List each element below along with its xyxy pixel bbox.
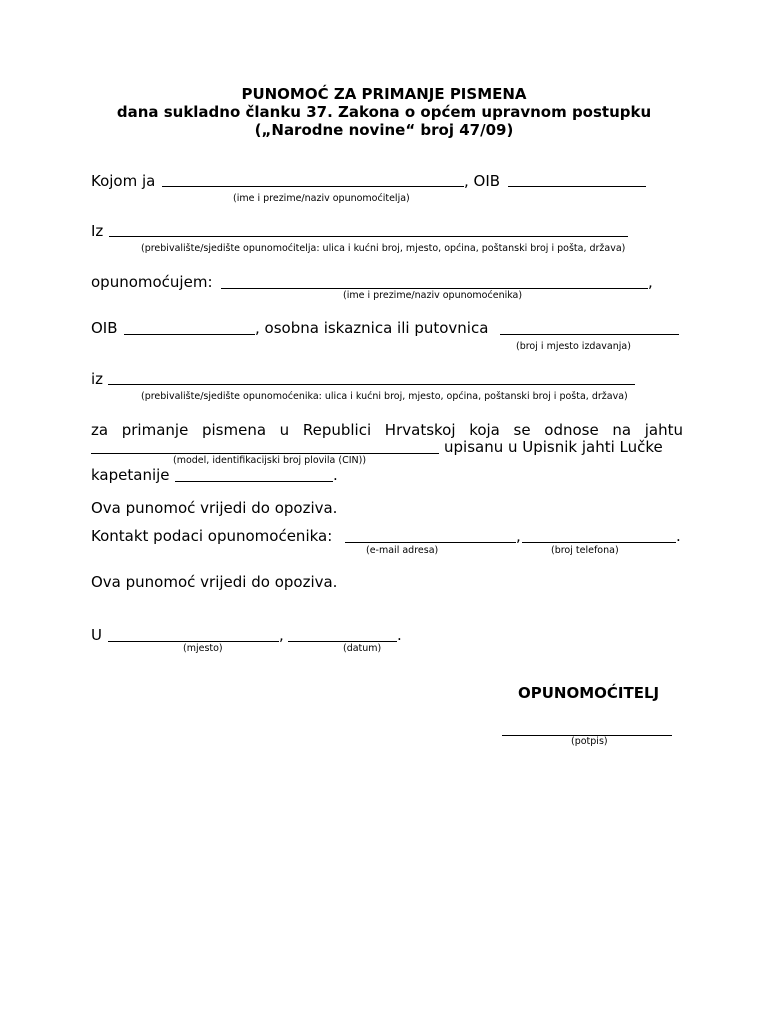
contact-label: Kontakt podaci opunomoćenika: (91, 527, 333, 545)
date-hint: (datum) (343, 643, 382, 654)
place-label: U (91, 626, 102, 644)
comma: , (648, 273, 653, 291)
period-1: . (333, 466, 338, 484)
name-field-line[interactable] (162, 186, 464, 187)
comma-3: , (279, 626, 284, 644)
id-document-field-line[interactable] (500, 334, 679, 335)
name-hint: (ime i prezime/naziv opunomoćitelja) (233, 193, 410, 204)
kojom-label: Kojom ja (91, 172, 156, 190)
document-subtitle: dana sukladno članku 37. Zakona o općem upravnom postupku (116, 103, 652, 121)
oib-label: , OIB (464, 172, 501, 190)
upisanu-text: upisanu u Upisnik jahti Lučke (444, 438, 663, 456)
comma-2: , (516, 527, 521, 545)
address-hint: (prebivalište/sjedište opunomoćitelja: ulica i kućni broj, mjesto, općina, poštanski broj i pošta, država) (141, 243, 626, 254)
place-field-line[interactable] (108, 641, 279, 642)
oib2-label: OIB (91, 319, 118, 337)
place-hint: (mjesto) (183, 643, 223, 654)
purpose-text: za primanje pismena u Republici Hrvatskoj koja se odnose na jahtu (91, 421, 683, 439)
harbor-office-field-line[interactable] (175, 481, 333, 482)
proxy-address-field-line[interactable] (108, 384, 635, 385)
document-reference: („Narodne novine“ broj 47/09) (254, 121, 514, 139)
phone-hint: (broj telefona) (551, 545, 619, 556)
period-2: . (676, 527, 681, 545)
opunomocujem-label: opunomoćujem: (91, 273, 213, 291)
yacht-field-line[interactable] (91, 453, 439, 454)
id-document-hint: (broj i mjesto izdavanja) (516, 341, 631, 352)
validity-text-1: Ova punomoć vrijedi do opoziva. (91, 499, 338, 517)
validity-text-2: Ova punomoć vrijedi do opoziva. (91, 573, 338, 591)
iz2-label: iz (91, 370, 104, 388)
document-title: PUNOMOĆ ZA PRIMANJE PISMENA (241, 85, 527, 103)
proxy-name-hint: (ime i prezime/naziv opunomoćenika) (343, 290, 523, 301)
email-field-line[interactable] (345, 542, 516, 543)
period-3: . (397, 626, 402, 644)
phone-field-line[interactable] (522, 542, 676, 543)
osobna-label: , osobna iskaznica ili putovnica (255, 319, 489, 337)
email-hint: (e-mail adresa) (366, 545, 439, 556)
date-field-line[interactable] (288, 641, 397, 642)
oib-field-line[interactable] (508, 186, 646, 187)
address-field-line[interactable] (109, 236, 628, 237)
yacht-hint: (model, identifikacijski broj plovila (CIN)) (173, 455, 367, 466)
signature-hint: (potpis) (571, 736, 608, 747)
proxy-address-hint: (prebivalište/sjedište opunomoćenika: ulica i kućni broj, mjesto, općina, poštanski broj i pošta, država) (141, 391, 628, 402)
signature-title: OPUNOMOĆITELJ (518, 684, 660, 702)
kapetanije-label: kapetanije (91, 466, 170, 484)
iz-label: Iz (91, 222, 104, 240)
proxy-name-field-line[interactable] (221, 288, 648, 289)
proxy-oib-field-line[interactable] (124, 334, 255, 335)
